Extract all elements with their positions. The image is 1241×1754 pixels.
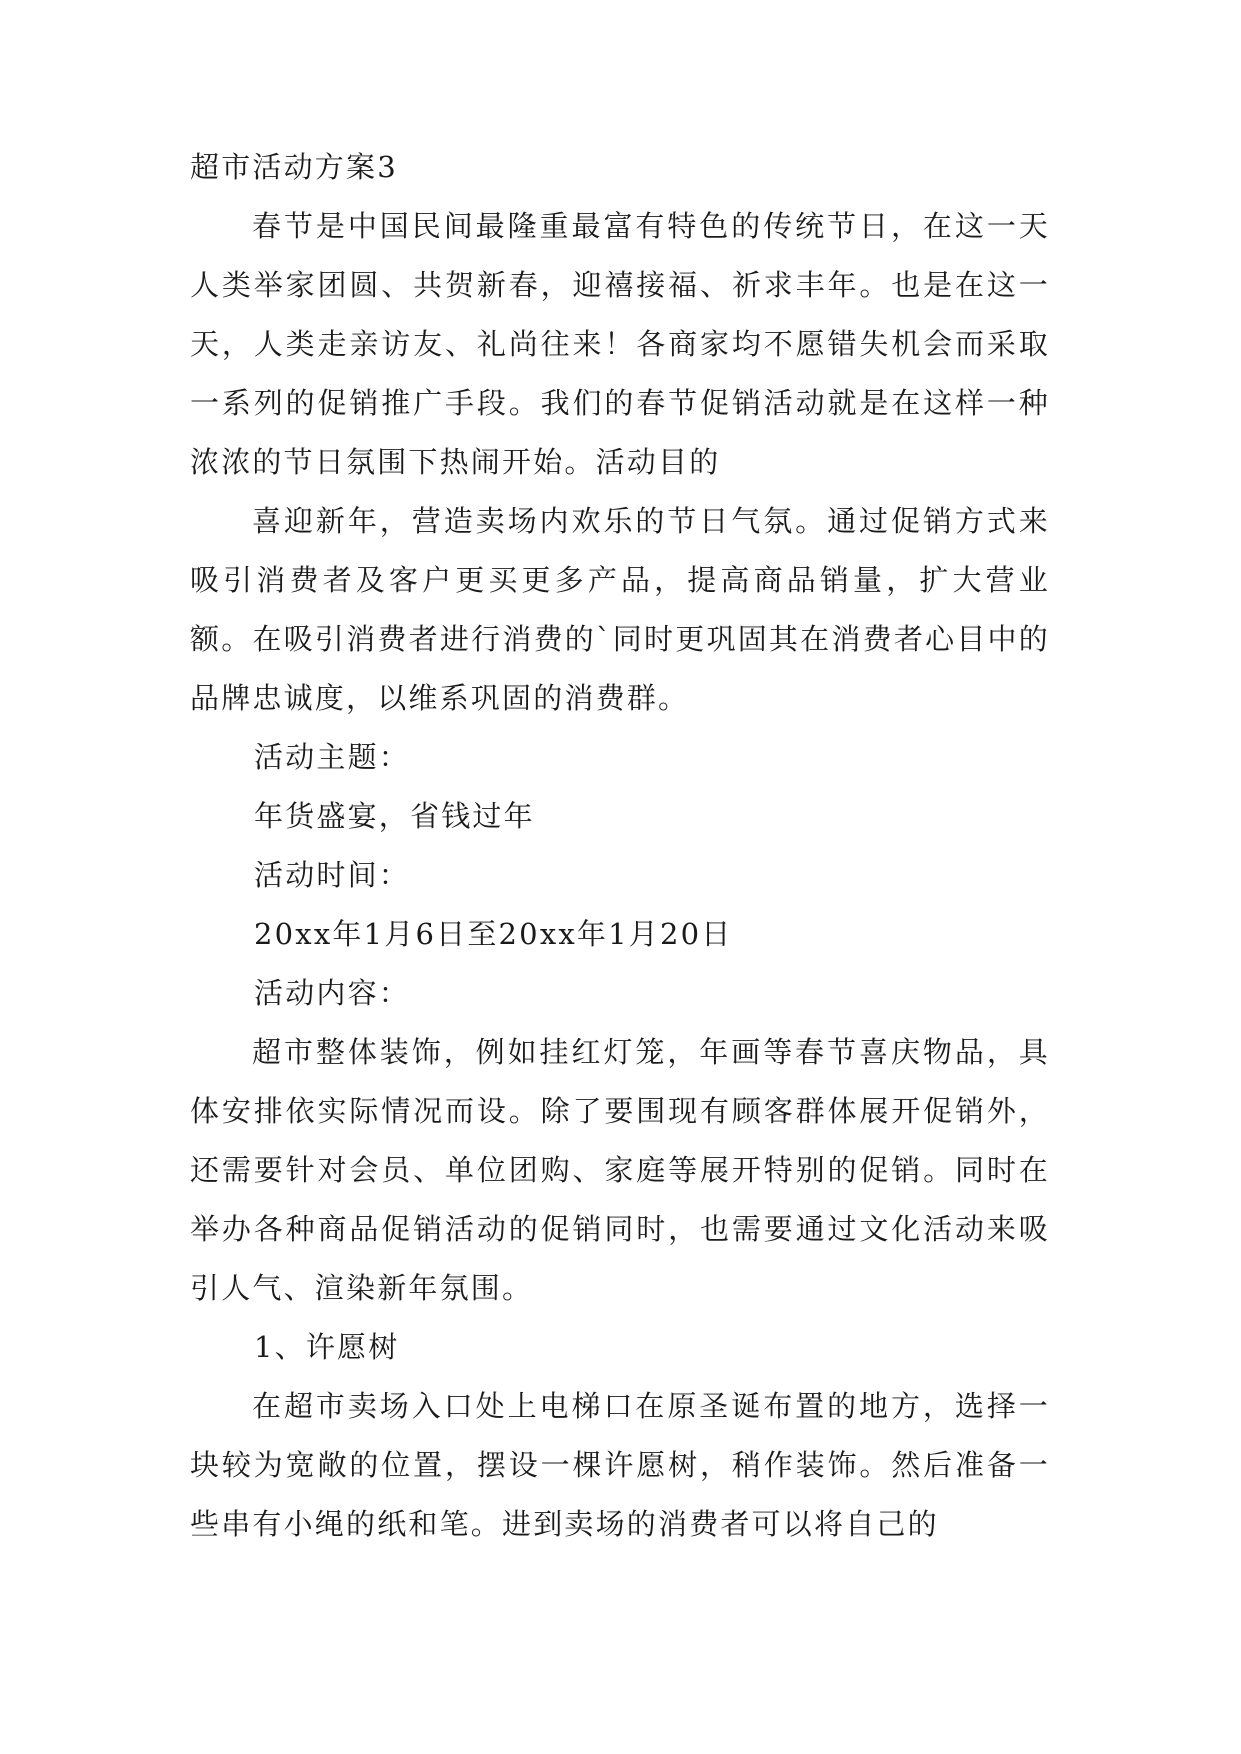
time-value: 20xx年1月6日至20xx年1月20日 bbox=[254, 917, 733, 951]
content-label: 活动内容： bbox=[254, 976, 411, 1010]
theme-label: 活动主题： bbox=[254, 740, 411, 774]
document-body bbox=[190, 138, 1050, 1554]
intro-paragraph: 春节是中国民间最隆重最富有特色的传统节日，在这一天人类举家团圆、共贺新春，迎禧接福、祈求丰年。也是在这一天，人类走亲访友、礼尚往来！各商家均不愿错失机会而采取一系列的促销推广手段。我们的春节促销活动就是在这样一种浓浓的节日氛围下热闹开始。活动目的 bbox=[190, 209, 1050, 479]
theme-value: 年货盛宴，省钱过年 bbox=[254, 799, 535, 833]
purpose-paragraph: 喜迎新年，营造卖场内欢乐的节日气氛。通过促销方式来吸引消费者及客户更买更多产品，提高商品销量，扩大营业额。在吸引消费者进行消费的`同时更巩固其在消费者心目中的品牌忠诚度，以维系巩固的消费群。 bbox=[190, 504, 1050, 715]
document-title: 超市活动方案3 bbox=[190, 150, 398, 184]
item-1-heading: 1、许愿树 bbox=[254, 1330, 400, 1364]
item-1-paragraph: 在超市卖场入口处上电梯口在原圣诞布置的地方，选择一块较为宽敞的位置，摆设一棵许愿树，稍作装饰。然后准备一些串有小绳的纸和笔。进到卖场的消费者可以将自己的 bbox=[190, 1389, 1050, 1541]
time-label: 活动时间： bbox=[254, 858, 411, 892]
content-paragraph: 超市整体装饰，例如挂红灯笼，年画等春节喜庆物品，具体安排依实际情况而设。除了要围现有顾客群体展开促销外，还需要针对会员、单位团购、家庭等展开特别的促销。同时在举办各种商品促销活动的促销同时，也需要通过文化活动来吸引人气、渲染新年氛围。 bbox=[190, 1035, 1050, 1305]
